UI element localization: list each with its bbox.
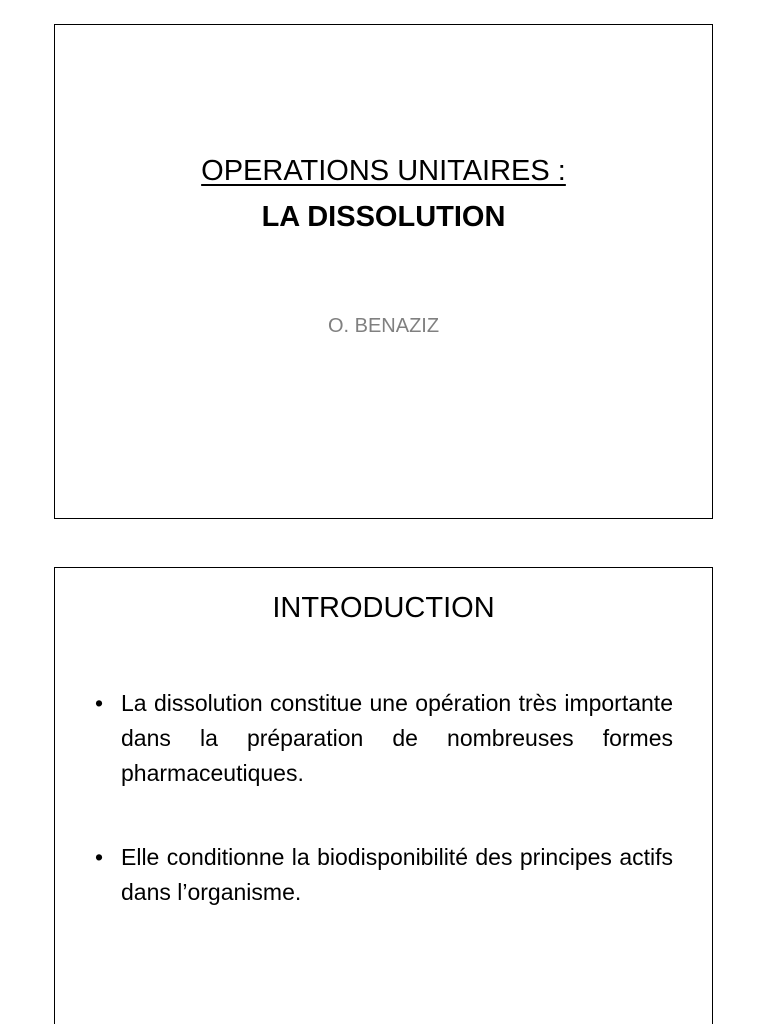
- bullet-item: [95, 840, 673, 910]
- bullet-list: [95, 686, 673, 959]
- bullet-text: La dissolution constitue une opération très importante dans la préparation de nombreuses formes pharmaceutiques.: [121, 690, 673, 786]
- slide-author: O. BENAZIZ: [327, 315, 440, 337]
- title-slide: [54, 24, 713, 519]
- slide-title-line-1: OPERATIONS UNITAIRES :: [201, 155, 566, 187]
- bullet-icon: •: [95, 690, 104, 716]
- bullet-icon: •: [95, 844, 104, 870]
- introduction-slide: [54, 567, 713, 1024]
- bullet-item: [95, 686, 673, 791]
- section-title: INTRODUCTION: [272, 592, 495, 624]
- bullet-text: Elle conditionne la biodisponibilité des principes actifs dans l’organisme.: [121, 844, 673, 905]
- slide-title-line-2: LA DISSOLUTION: [261, 201, 506, 233]
